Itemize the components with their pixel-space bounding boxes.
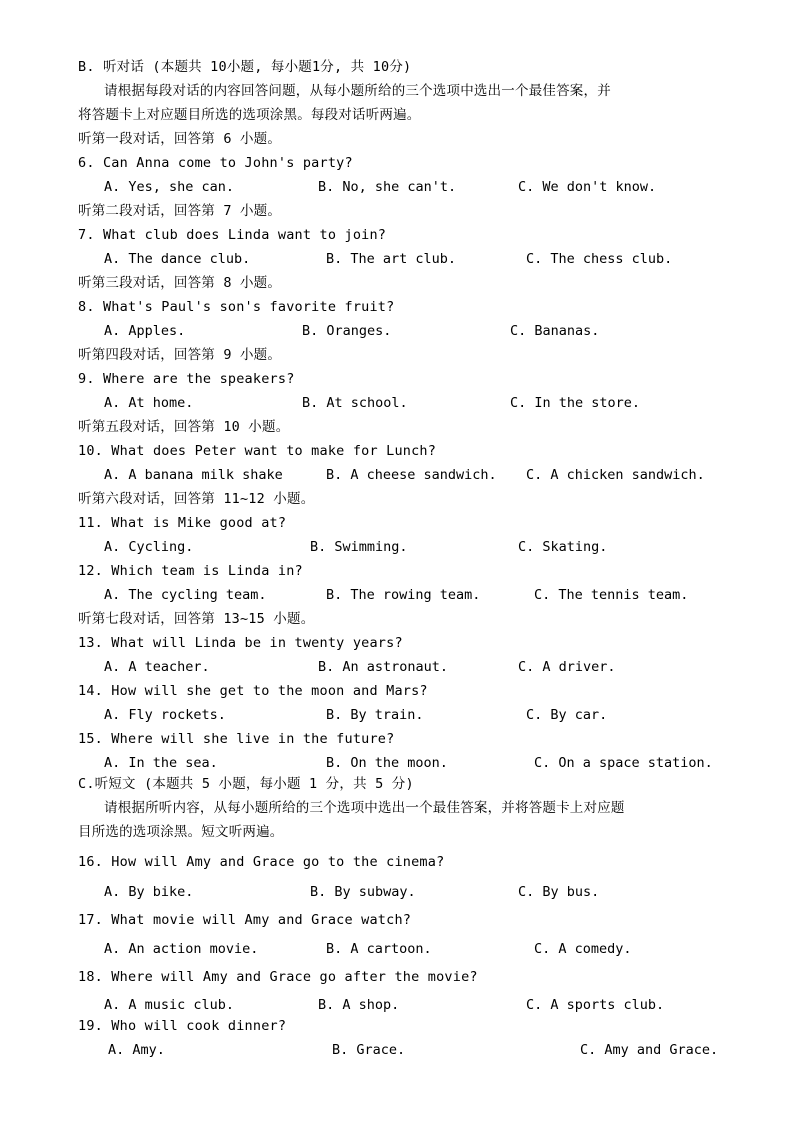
section-b-instruction-1: 请根据每段对话的内容回答问题，从每小题所给的三个选项中选出一个最佳答案，并 xyxy=(104,83,611,99)
group-label-1: 听第一段对话，回答第 6 小题。 xyxy=(78,131,282,147)
question-18: 18. Where will Amy and Grace go after the movie? xyxy=(78,969,478,985)
section-c-heading: C.听短文 (本题共 5 小题，每小题 1 分，共 5 分) xyxy=(78,776,414,792)
group-label-4: 听第四段对话，回答第 9 小题。 xyxy=(78,347,282,363)
group-label-5: 听第五段对话，回答第 10 小题。 xyxy=(78,419,290,435)
option-18c: C. A sports club. xyxy=(526,997,665,1013)
option-12a: A. The cycling team. xyxy=(104,587,267,603)
question-11: 11. What is Mike good at? xyxy=(78,515,287,531)
option-6a: A. Yes, she can. xyxy=(104,179,235,195)
option-19a: A. Amy. xyxy=(108,1042,165,1058)
option-17b: B. A cartoon. xyxy=(326,941,432,957)
option-15a: A. In the sea. xyxy=(104,755,218,771)
question-19: 19. Who will cook dinner? xyxy=(78,1018,287,1034)
option-9b: B. At school. xyxy=(302,395,408,411)
option-10b: B. A cheese sandwich. xyxy=(326,467,497,483)
question-10: 10. What does Peter want to make for Lunch? xyxy=(78,443,437,459)
question-9: 9. Where are the speakers? xyxy=(78,371,295,387)
question-15: 15. Where will she live in the future? xyxy=(78,731,395,747)
option-7b: B. The art club. xyxy=(326,251,457,267)
option-15b: B. On the moon. xyxy=(326,755,448,771)
option-18b: B. A shop. xyxy=(318,997,400,1013)
option-13b: B. An astronaut. xyxy=(318,659,449,675)
question-7: 7. What club does Linda want to join? xyxy=(78,227,387,243)
question-6: 6. Can Anna come to John's party? xyxy=(78,155,353,171)
option-11a: A. Cycling. xyxy=(104,539,194,555)
group-label-3: 听第三段对话，回答第 8 小题。 xyxy=(78,275,282,291)
option-10c: C. A chicken sandwich. xyxy=(526,467,705,483)
option-6c: C. We don't know. xyxy=(518,179,657,195)
option-7a: A. The dance club. xyxy=(104,251,251,267)
option-12c: C. The tennis team. xyxy=(534,587,689,603)
option-11b: B. Swimming. xyxy=(310,539,408,555)
group-label-6: 听第六段对话，回答第 11~12 小题。 xyxy=(78,491,315,507)
option-12b: B. The rowing team. xyxy=(326,587,481,603)
question-16: 16. How will Amy and Grace go to the cinema? xyxy=(78,854,445,870)
group-label-2: 听第二段对话，回答第 7 小题。 xyxy=(78,203,282,219)
option-6b: B. No, she can't. xyxy=(318,179,457,195)
option-14c: C. By car. xyxy=(526,707,608,723)
option-14b: B. By train. xyxy=(326,707,424,723)
option-14a: A. Fly rockets. xyxy=(104,707,226,723)
option-9c: C. In the store. xyxy=(510,395,641,411)
option-15c: C. On a space station. xyxy=(534,755,713,771)
option-8a: A. Apples. xyxy=(104,323,186,339)
option-7c: C. The chess club. xyxy=(526,251,673,267)
section-b-heading: B. 听对话 (本题共 10小题, 每小题1分, 共 10分) xyxy=(78,59,412,75)
option-17c: C. A comedy. xyxy=(534,941,632,957)
option-8c: C. Bananas. xyxy=(510,323,600,339)
group-label-7: 听第七段对话，回答第 13~15 小题。 xyxy=(78,611,315,627)
question-14: 14. How will she get to the moon and Mars? xyxy=(78,683,428,699)
section-c-instruction-2: 目所选的选项涂黑。短文听两遍。 xyxy=(78,824,284,840)
option-9a: A. At home. xyxy=(104,395,194,411)
option-19c: C. Amy and Grace. xyxy=(580,1042,719,1058)
option-16c: C. By bus. xyxy=(518,884,600,900)
option-10a: A. A banana milk shake xyxy=(104,467,283,483)
question-8: 8. What's Paul's son's favorite fruit? xyxy=(78,299,395,315)
option-11c: C. Skating. xyxy=(518,539,608,555)
section-c-instruction-1: 请根据所听内容，从每小题所给的三个选项中选出一个最佳答案，并将答题卡上对应题 xyxy=(104,800,625,816)
option-8b: B. Oranges. xyxy=(302,323,392,339)
option-13a: A. A teacher. xyxy=(104,659,210,675)
option-13c: C. A driver. xyxy=(518,659,616,675)
option-17a: A. An action movie. xyxy=(104,941,259,957)
option-16a: A. By bike. xyxy=(104,884,194,900)
question-13: 13. What will Linda be in twenty years? xyxy=(78,635,403,651)
question-12: 12. Which team is Linda in? xyxy=(78,563,303,579)
section-b-instruction-2: 将答题卡上对应题目所选的选项涂黑。每段对话听两遍。 xyxy=(78,107,421,123)
question-17: 17. What movie will Amy and Grace watch? xyxy=(78,912,412,928)
option-19b: B. Grace. xyxy=(332,1042,406,1058)
option-18a: A. A music club. xyxy=(104,997,235,1013)
option-16b: B. By subway. xyxy=(310,884,416,900)
